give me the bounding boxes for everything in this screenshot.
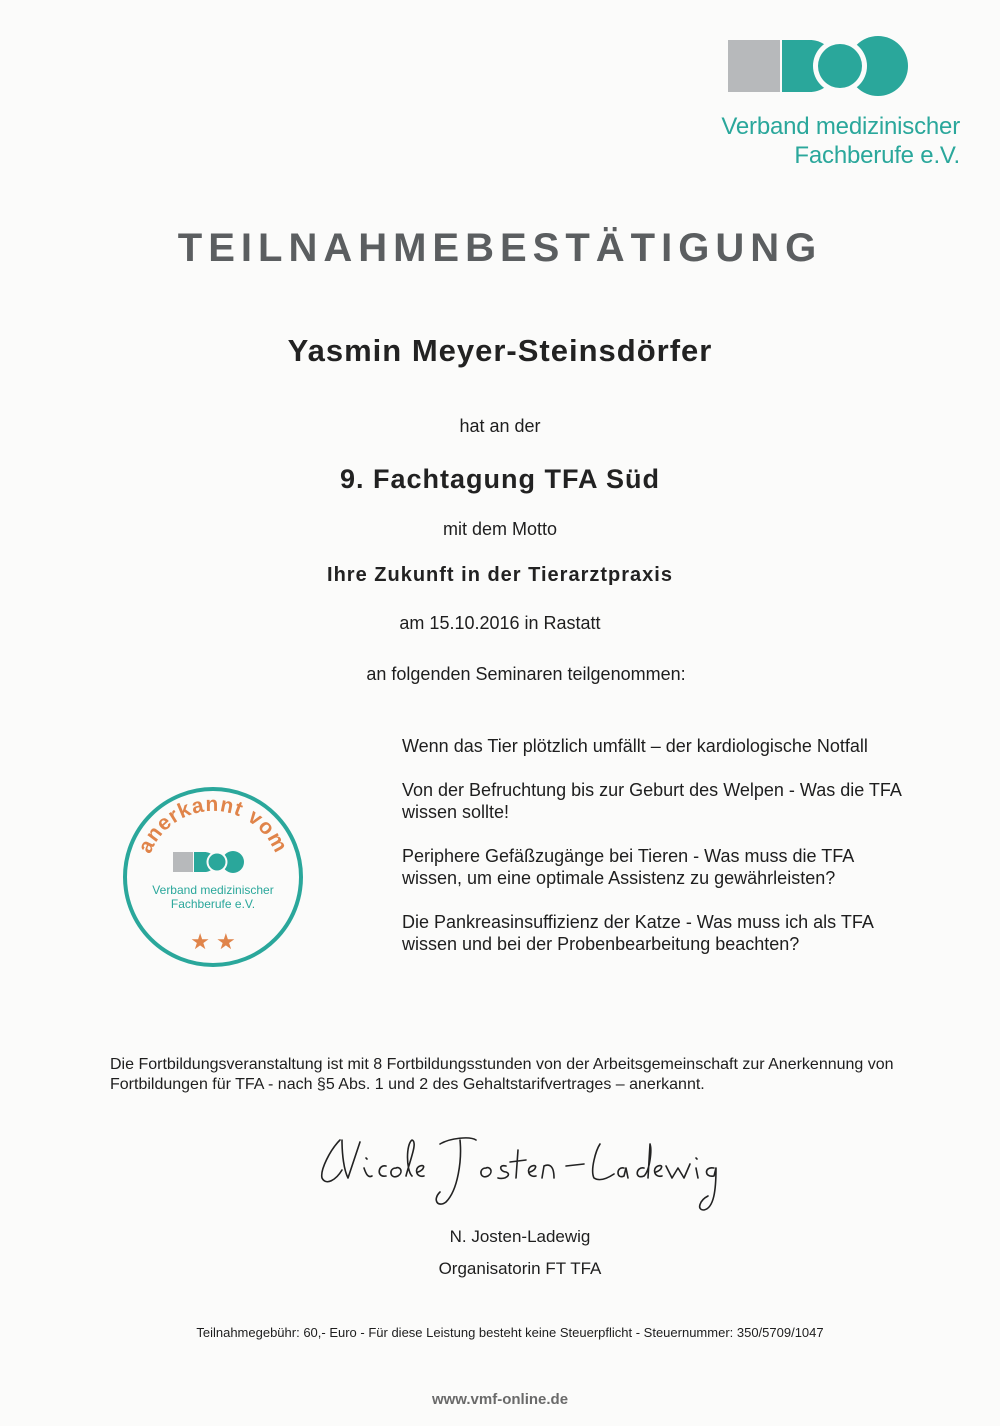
stamp-stars-icon: ★ ★ [190,929,236,954]
seminar-item: Von der Befruchtung bis zur Geburt des Welpen - Was die TFA wissen sollte! [402,780,901,822]
participant-name: Yasmin Meyer-Steinsdörfer [287,333,713,368]
stamp-org-line1: Verband medizinischer [152,883,274,897]
seminar-item: Periphere Gefäßzugänge bei Tieren - Was muss die TFA wissen, um eine optimale Assistenz zu gewährleisten? [402,846,854,888]
org-name-line1: Verband medizinischer [721,113,960,140]
motto: Ihre Zukunft in der Tierarztpraxis [327,564,673,586]
date-place: am 15.10.2016 in Rastatt [399,613,601,633]
recognition-stamp [122,786,304,968]
stamp-arc-text: anerkannt vom [133,792,293,857]
stamp-org-line2: Fachberufe e.V. [170,897,256,911]
seminar-list [402,735,962,977]
svg-text:anerkannt vom [134,793,293,857]
certificate-title: TEILNAHMEBESTÄTIGUNG [177,226,823,270]
fee-note: Teilnahmegebühr: 60,- Euro - Für diese Leistung besteht keine Steuerpflicht - Steuernummer: 350/5709/1047 [196,1325,824,1340]
phrase-motto: mit dem Motto [442,519,558,539]
seminar-item: Die Pankreasinsuffizienz der Katze - Was muss ich als TFA wissen und bei der Probenbearbeitung beachten? [402,912,873,954]
recognition-note: Die Fortbildungsveranstaltung ist mit 8 Fortbildungsstunden von der Arbeitsgemeinschaft zur Anerkennung von Fortbildungen für TFA - nach §5 Abs. 1 und 2 des Gehaltstarifvertrages – anerkannt. [110,1056,894,1093]
vmf-logo [728,36,912,98]
seminar-item: Wenn das Tier plötzlich umfällt – der kardiologische Notfall [402,736,868,756]
org-name-line2: Fachberufe e.V. [794,142,960,169]
signer-name: N. Josten-Ladewig [449,1227,591,1246]
handwritten-signature [300,1120,760,1220]
phrase-hat-an-der: hat an der [459,416,541,436]
event-name: 9. Fachtagung TFA Süd [339,464,660,494]
website-link[interactable]: www.vmf-online.de [431,1391,569,1408]
phrase-seminars-intro: an folgenden Seminaren teilgenommen: [366,664,686,684]
signer-role: Organisatorin FT TFA [438,1259,602,1278]
stamp-logo-icon [173,851,244,873]
